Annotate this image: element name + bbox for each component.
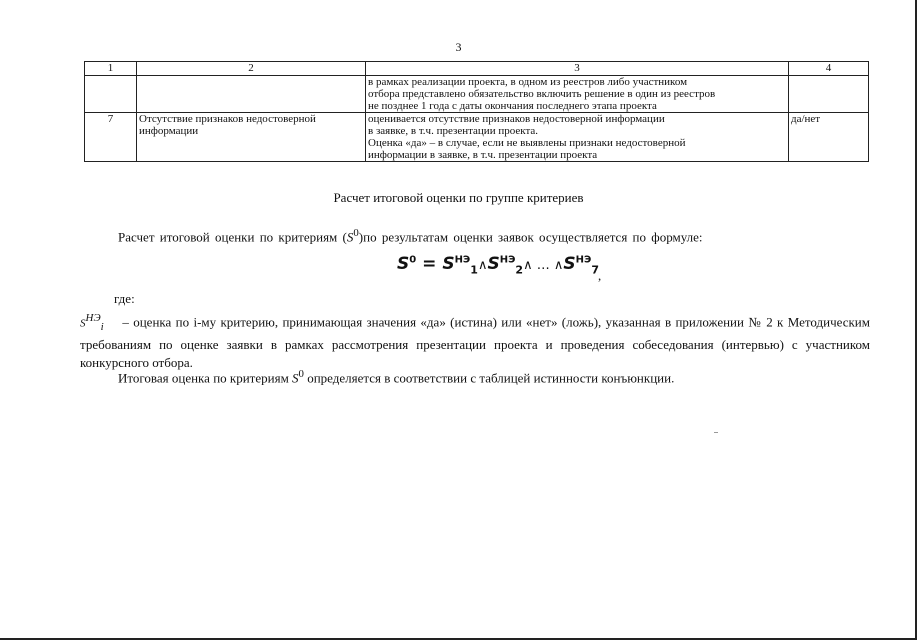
formula-term-sub: 7 bbox=[591, 263, 599, 277]
formula-term: S bbox=[442, 254, 455, 274]
formula-term: S bbox=[487, 254, 500, 274]
intro-text: )по результатам оценки заявок осуществляется по формуле: bbox=[358, 229, 703, 245]
score-symbol-sup: 0 bbox=[298, 368, 304, 380]
description-line: не позднее 1 года с даты окончания последнего этапа проекта bbox=[368, 100, 657, 112]
criterion-line: информации bbox=[139, 125, 199, 137]
row-number bbox=[85, 76, 137, 113]
description-line: оценивается отсутствие признаков недостоверной информации bbox=[368, 113, 665, 125]
formula-dots: ∧ … ∧ bbox=[523, 258, 564, 273]
formula-term-sub: 2 bbox=[515, 263, 524, 277]
table-row bbox=[85, 113, 869, 162]
table-header-row bbox=[85, 62, 869, 76]
formula-eq: = bbox=[416, 254, 443, 274]
header-cell: 1 bbox=[85, 62, 137, 76]
description-line: в рамках реализации проекта, в одном из реестров либо участником bbox=[368, 76, 688, 88]
formula-lhs-sup: 0 bbox=[409, 254, 417, 266]
definition-indent bbox=[80, 309, 118, 336]
final-paragraph bbox=[118, 365, 818, 387]
criterion-line: Отсутствие признаков недостоверной bbox=[139, 113, 316, 125]
table-row bbox=[85, 76, 869, 113]
header-cell: 4 bbox=[789, 62, 869, 76]
score-symbol: S bbox=[346, 229, 354, 245]
definition-symbol-sub: i bbox=[100, 320, 104, 333]
value-cell: да/нет bbox=[789, 113, 869, 162]
formula-term-sup: НЭ bbox=[575, 254, 592, 266]
conjunction-formula bbox=[397, 254, 599, 276]
scan-speck bbox=[714, 432, 718, 433]
intro-text: Расчет итоговой оценки по критериям ( bbox=[118, 229, 347, 245]
description-cell bbox=[366, 113, 789, 162]
page-number: 3 bbox=[455, 40, 462, 54]
formula-term: S bbox=[563, 254, 576, 274]
criterion-cell bbox=[137, 113, 366, 162]
formula-term-sup: НЭ bbox=[499, 254, 516, 266]
description-cell bbox=[366, 76, 789, 113]
header-cell: 3 bbox=[366, 62, 789, 76]
formula-term-sub: 1 bbox=[470, 263, 478, 277]
criteria-table bbox=[84, 61, 869, 162]
definition-paragraph bbox=[80, 309, 870, 372]
description-line: в заявке, в т.ч. презентации проекта. bbox=[368, 125, 539, 137]
value-cell bbox=[789, 76, 869, 113]
score-symbol: S bbox=[292, 370, 299, 386]
definition-text: – оценка по i-му критерию, принимающая значения «да» (истина) или «нет» (ложь), указанная в приложении № 2 к Методическим требованиям по оценке заявки в рамках рассмотрения презентации проекта и проведения собеседования (интервью) с участником конкурсного отбора. bbox=[80, 314, 870, 370]
score-symbol-sup: 0 bbox=[353, 227, 359, 239]
criterion-cell bbox=[137, 76, 366, 113]
formula-lhs: S bbox=[397, 254, 410, 274]
formula-and: ∧ bbox=[477, 258, 488, 273]
intro-paragraph bbox=[118, 224, 798, 246]
where-label: где: bbox=[114, 291, 135, 306]
header-cell: 2 bbox=[137, 62, 366, 76]
formula-term-sup: НЭ bbox=[454, 254, 471, 266]
formula-comma: , bbox=[598, 268, 602, 283]
description-line: Оценка «да» – в случае, если не выявлены признаки недостоверной bbox=[368, 137, 686, 149]
section-title: Расчет итоговой оценки по группе критериев bbox=[333, 190, 584, 205]
definition-symbol-sup: НЭ bbox=[85, 312, 101, 324]
final-text: определяется в соответствии с таблицей истинности конъюнкции. bbox=[303, 370, 675, 386]
row-number: 7 bbox=[85, 113, 137, 162]
final-text: Итоговая оценка по критериям bbox=[118, 370, 293, 386]
definition-symbol: S bbox=[80, 317, 86, 330]
description-line: отбора представлено обязательство включить решение в один из реестров bbox=[368, 88, 716, 100]
description-line: информации в заявке, в т.ч. презентации проекта bbox=[368, 149, 598, 161]
